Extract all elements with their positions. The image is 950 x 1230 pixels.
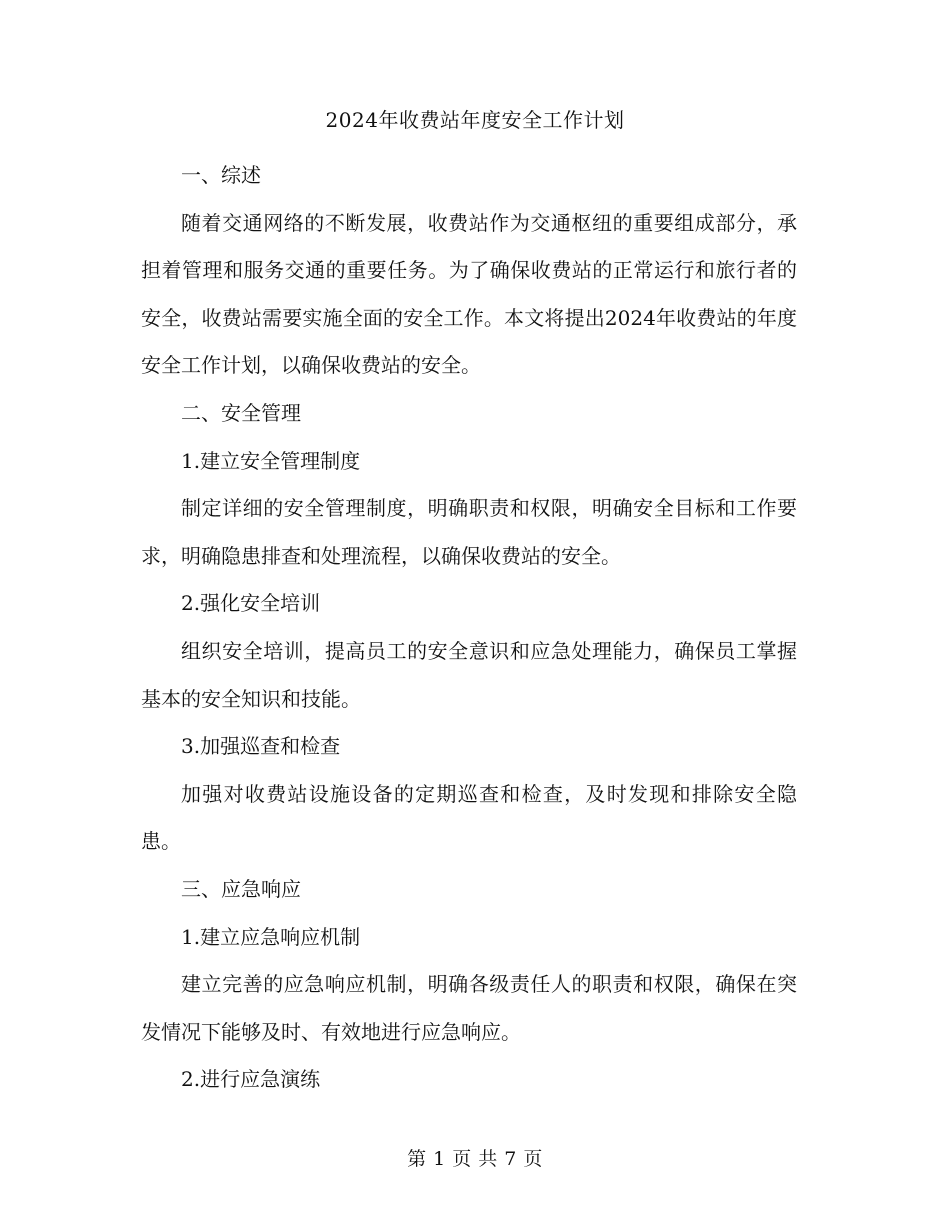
body-paragraph: 组织安全培训，提高员工的安全意识和应急处理能力，确保员工掌握基本的安全知识和技能。 [141, 638, 797, 711]
page-footer: 第 1 页 共 7 页 [407, 1148, 543, 1170]
section-heading: 一、综述 [181, 163, 261, 187]
body-paragraph: 制定详细的安全管理制度，明确职责和权限，明确安全目标和工作要求，明确隐患排查和处理流程，以确保收费站的安全。 [141, 496, 797, 568]
subsection-heading: 1.建立应急响应机制 [181, 924, 361, 949]
body-paragraph: 建立完善的应急响应机制，明确各级责任人的职责和权限，确保在突发情况下能够及时、有效地进行应急响应。 [141, 972, 797, 1044]
subsection-heading: 3.加强巡查和检查 [181, 734, 341, 759]
subsection-heading: 2.强化安全培训 [181, 591, 321, 616]
body-paragraph: 加强对收费站设施设备的定期巡查和检查，及时发现和排除安全隐患。 [141, 781, 797, 854]
body-paragraph: 随着交通网络的不断发展，收费站作为交通枢纽的重要组成部分，承担着管理和服务交通的重要任务。为了确保收费站的正常运行和旅行者的安全，收费站需要实施全面的安全工作。本文将提出2024年收费站的年度安全工作计划，以确保收费站的安全。 [141, 210, 797, 378]
section-heading: 二、安全管理 [181, 400, 301, 425]
document-title: 2024年收费站年度安全工作计划 [325, 108, 625, 132]
subsection-heading: 2.进行应急演练 [181, 1067, 321, 1092]
document-body [141, 152, 797, 1104]
subsection-heading: 1.建立安全管理制度 [181, 448, 361, 473]
section-heading: 三、应急响应 [181, 876, 301, 901]
